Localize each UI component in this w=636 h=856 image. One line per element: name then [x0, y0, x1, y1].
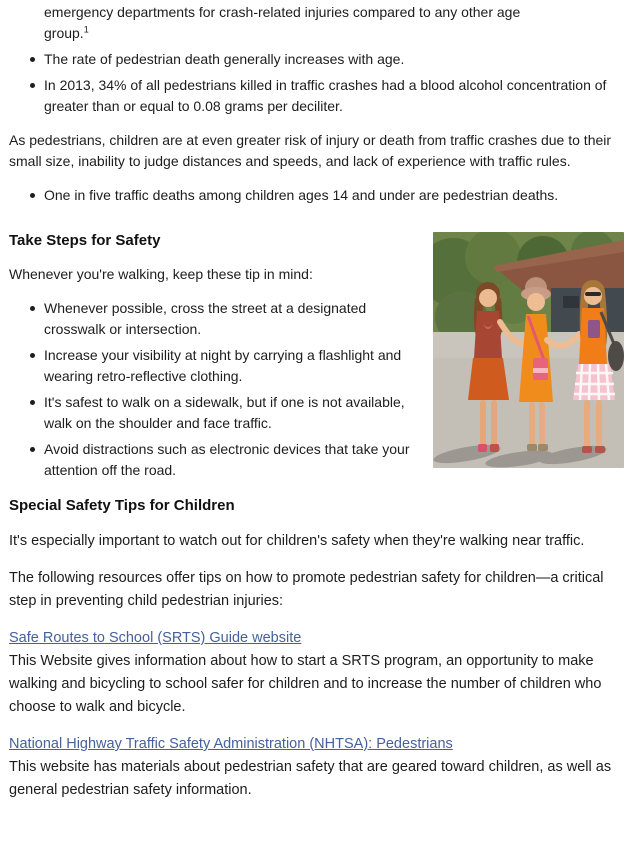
list-item-text: Avoid distractions such as electronic devices that take your attention off the road. — [44, 441, 410, 478]
resource-description: This Website gives information about how to start a SRTS program, an opportunity to make walking and bicycling to school safer for children and to increase the number of children who choose to walk and bicycle. — [9, 653, 602, 715]
list-item — [9, 345, 624, 387]
list-item-text: It's safest to walk on a sidewalk, but if one is not available, walk on the shoulder and face traffic. — [44, 394, 405, 431]
children-stat-list — [9, 185, 624, 206]
list-item-text: In 2013, 34% of all pedestrians killed in traffic crashes had a blood alcohol concentration of greater than or equal to 0.08 grams per deciliter. — [44, 77, 607, 114]
resource-srts — [9, 627, 624, 719]
paragraph-children-risk: As pedestrians, children are at even greater risk of injury or death from traffic crashes due to their small size, inability to judge distances and speeds, and lack of experience with traffic rules. — [9, 132, 612, 169]
footnote-reference: 1 — [83, 24, 89, 35]
paragraph-tips-intro: Whenever you're walking, keep these tip in mind: — [9, 266, 313, 282]
heading-special-tips: Special Safety Tips for Children — [9, 497, 235, 514]
heading-take-steps: Take Steps for Safety — [9, 232, 161, 249]
list-item-text: Whenever possible, cross the street at a designated crosswalk or intersection. — [44, 300, 367, 337]
take-steps-section — [9, 230, 624, 481]
list-item-text: One in five traffic deaths among children ages 14 and under are pedestrian deaths. — [44, 187, 559, 203]
nhtsa-pedestrians-link[interactable]: National Highway Traffic Safety Administration (NHTSA): Pedestrians — [9, 736, 453, 752]
list-item — [9, 49, 624, 70]
statistics-list — [9, 2, 624, 117]
list-item — [9, 392, 624, 434]
list-item — [9, 75, 624, 117]
list-item — [9, 185, 624, 206]
paragraph-watch-out: It's especially important to watch out for children's safety when they're walking near traffic. — [9, 533, 585, 549]
list-item — [9, 298, 624, 340]
list-item-text: Increase your visibility at night by carrying a flashlight and wearing retro-reflective clothing. — [44, 347, 402, 384]
list-item — [9, 439, 624, 481]
paragraph-resources-intro: The following resources offer tips on how to promote pedestrian safety for children—a critical step in preventing child pedestrian injuries: — [9, 570, 604, 609]
resource-nhtsa — [9, 733, 624, 802]
list-item — [9, 2, 549, 44]
srts-guide-link[interactable]: Safe Routes to School (SRTS) Guide website — [9, 630, 302, 646]
resource-description: This website has materials about pedestrian safety that are geared toward children, as well as general pedestrian safety information. — [9, 759, 612, 798]
list-item-text: The rate of pedestrian death generally increases with age. — [44, 51, 405, 67]
list-item-text: emergency departments for crash-related injuries compared to any other age group. — [44, 4, 521, 41]
special-tips-section — [9, 495, 624, 802]
